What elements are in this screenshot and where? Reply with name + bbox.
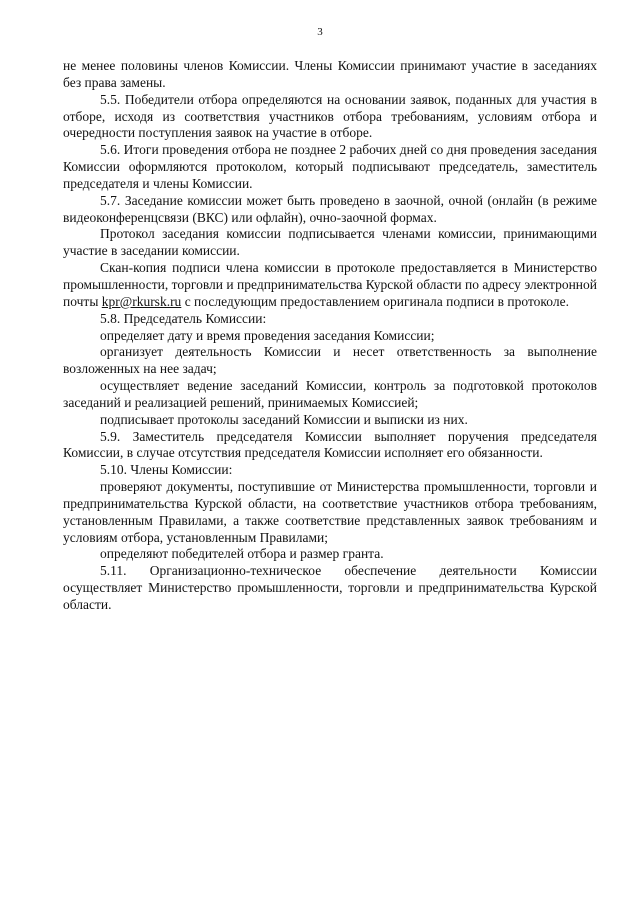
chairman-duty-conduct: осуществляет ведение заседаний Комиссии, контроль за подготовкой протоколов заседаний и реализацией решений, принимаемых Комиссией;: [63, 378, 597, 410]
paragraph-5-9: 5.9. Заместитель председателя Комиссии выполняет поручения председателя Комиссии, в случае отсутствия председателя Комиссии исполняет его обязанности.: [63, 428, 597, 461]
paragraph-5-6: 5.6. Итоги проведения отбора не позднее 2 рабочих дней со дня проведения заседания Комиссии оформляются протоколом, который подписывают председатель, заместитель председателя и члены Комиссии.: [63, 142, 597, 191]
chairman-duty-date: определяет дату и время проведения заседания Комиссии;: [100, 327, 435, 343]
members-duty-check: проверяют документы, поступившие от Министерства промышленности, торговли и предпринимательства Курской области, на соответствие участников отбора требованиям, установленным Правилами, а также соответствие представленных заявок требованиям и условиям отбора, установленным Правилами;: [63, 479, 597, 545]
chairman-duty-organize: организует деятельность Комиссии и несет ответственность за выполнение возложенных на нее задач;: [63, 344, 597, 377]
paragraph-protocol-signing: Протокол заседания комиссии подписывается членами комиссии, принимающими участие в заседании комиссии.: [63, 226, 597, 259]
scan-copy-text-before: Скан-копия подписи члена комиссии в протоколе предоставляется в Министерство промышленности, торговли и предпринимательства Курской области по адресу электронной почты: [63, 260, 597, 309]
paragraph-5-7: 5.7. Заседание комиссии может быть проведено в заочной, очной (онлайн (в режиме видеоконференцсвязи (ВКС) или офлайн), очно-заочной формах.: [63, 192, 597, 225]
paragraph-scan-copy: [63, 260, 597, 311]
email-link[interactable]: kpr@rkursk.ru: [101, 293, 182, 309]
paragraph-5-8-heading: 5.8. Председатель Комиссии:: [100, 310, 267, 326]
page-number: 3: [317, 26, 323, 38]
document-body: [63, 58, 597, 614]
paragraph-continuation: не менее половины членов Комиссии. Члены Комиссии принимают участие в заседаниях без права замены.: [63, 58, 597, 90]
paragraph-5-10-heading: 5.10. Члены Комиссии:: [100, 462, 233, 478]
paragraph-5-11: 5.11. Организационно-техническое обеспечение деятельности Комиссии осуществляет Министерство промышленности, торговли и предпринимательства Курской области.: [63, 563, 597, 612]
scan-copy-text-after: с последующим предоставлением оригинала подписи в протоколе.: [181, 293, 569, 309]
chairman-duty-sign: подписывает протоколы заседаний Комиссии и выписки из них.: [100, 411, 468, 427]
paragraph-5-5: 5.5. Победители отбора определяются на основании заявок, поданных для участия в отборе, исходя из соответствия участников отбора требованиям, условиям отбора и очередности поступления заявок на участие в отборе.: [63, 91, 597, 141]
members-duty-winners: определяют победителей отбора и размер гранта.: [100, 546, 384, 562]
